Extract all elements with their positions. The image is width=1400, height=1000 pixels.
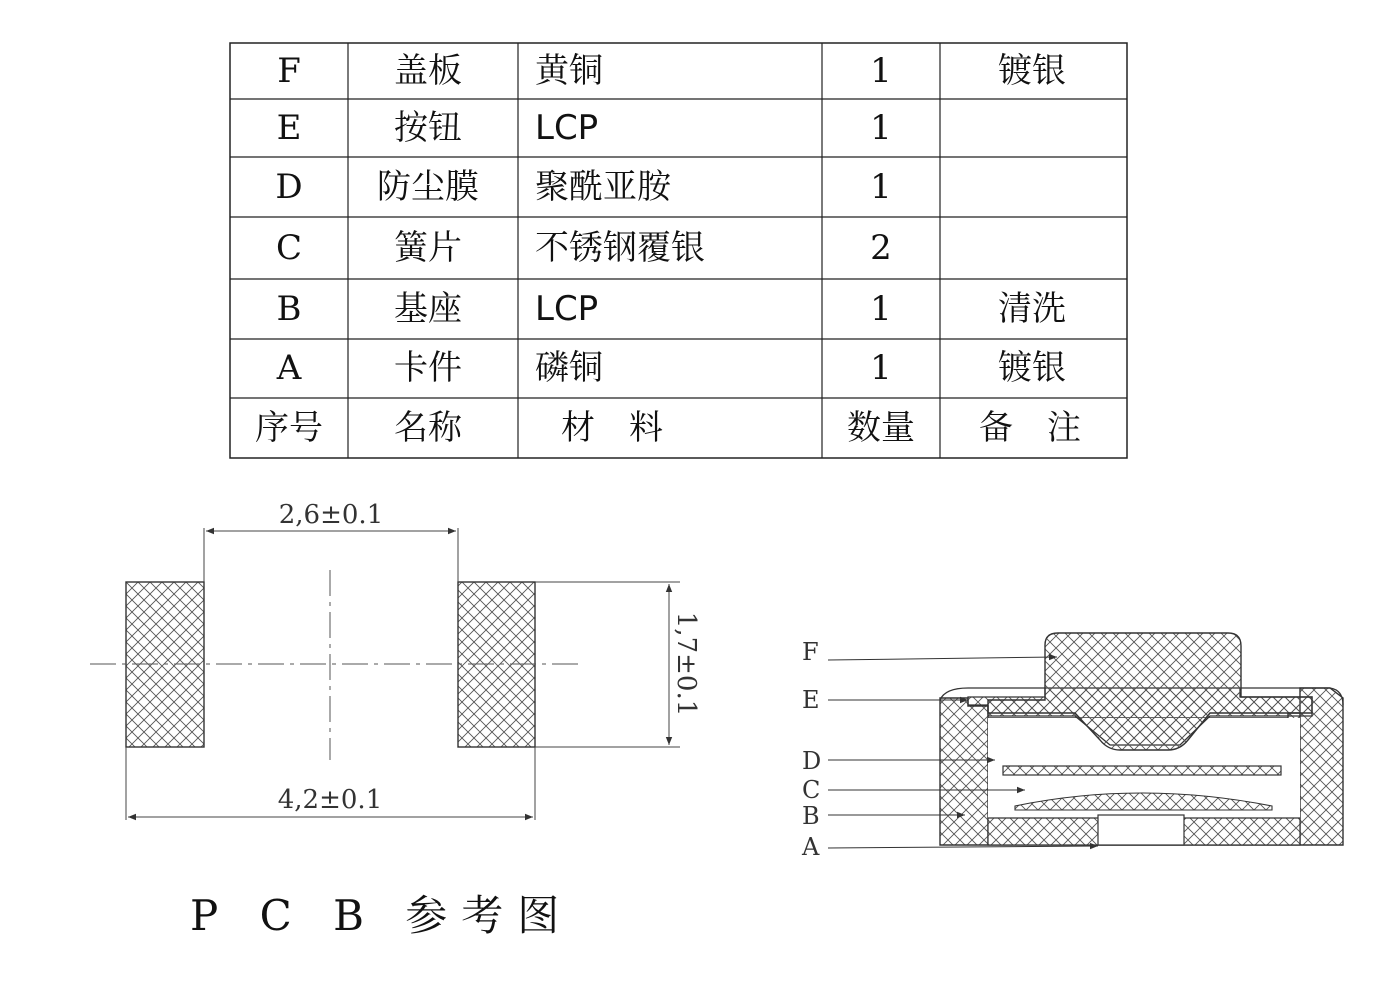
table-cell-name: 防尘膜 bbox=[377, 167, 479, 207]
table-cell-qty: 1 bbox=[870, 51, 892, 91]
dim-label-right: 1,7±0.1 bbox=[671, 611, 701, 717]
table-header-material: 材 料 bbox=[561, 408, 663, 448]
table-cell-id: D bbox=[275, 167, 303, 207]
table-cell-material: LCP bbox=[535, 289, 599, 329]
section-label-a: A bbox=[802, 833, 820, 861]
switch-cross-section bbox=[801, 633, 1343, 861]
pcb-footprint bbox=[90, 500, 701, 940]
part-a-clip bbox=[1098, 815, 1184, 845]
table-cell-name: 按钮 bbox=[394, 108, 462, 148]
table-cell-qty: 1 bbox=[870, 167, 892, 207]
dim-label-top: 2,6±0.1 bbox=[278, 500, 384, 530]
table-cell-qty: 2 bbox=[870, 228, 892, 268]
table-header-id: 序号 bbox=[255, 408, 323, 448]
leader-a bbox=[828, 846, 1098, 848]
table-cell-id: F bbox=[277, 51, 301, 91]
section-label-c: C bbox=[802, 776, 821, 804]
table-cell-name: 基座 bbox=[394, 289, 462, 329]
section-label-e: E bbox=[802, 686, 820, 714]
table-cell-material: 聚酰亚胺 bbox=[535, 167, 671, 207]
table-cell-name: 簧片 bbox=[394, 228, 462, 268]
table-header-qty: 数量 bbox=[847, 408, 915, 448]
table-cell-qty: 1 bbox=[870, 348, 892, 388]
dim-label-bottom: 4,2±0.1 bbox=[277, 785, 383, 815]
table-header-note: 备 注 bbox=[979, 408, 1081, 448]
table-cell-id: C bbox=[275, 228, 303, 268]
table-cell-id: A bbox=[276, 348, 302, 388]
table-header-name: 名称 bbox=[394, 408, 462, 448]
table-cell-id: E bbox=[276, 108, 302, 148]
table-cell-note: 清洗 bbox=[998, 289, 1066, 329]
part-d-film bbox=[1003, 766, 1281, 775]
table-cell-id: B bbox=[276, 289, 302, 329]
table-cell-name: 卡件 bbox=[394, 348, 462, 388]
table-cell-qty: 1 bbox=[870, 108, 892, 148]
table-cell-note: 镀银 bbox=[998, 51, 1066, 91]
section-label-d: D bbox=[802, 747, 822, 775]
table-cell-name: 盖板 bbox=[394, 51, 462, 91]
table-cell-note: 镀银 bbox=[998, 348, 1066, 388]
section-label-f: F bbox=[802, 638, 819, 666]
leader-f bbox=[828, 657, 1057, 660]
table-cell-material: LCP bbox=[535, 108, 599, 148]
table-cell-material: 黄铜 bbox=[535, 51, 603, 91]
section-label-b: B bbox=[802, 802, 820, 830]
pcb-title: P C B 参考图 bbox=[190, 891, 574, 940]
table-cell-material: 不锈钢覆银 bbox=[535, 228, 705, 268]
table-cell-qty: 1 bbox=[870, 289, 892, 329]
parts-table bbox=[230, 43, 1127, 458]
table-cell-material: 磷铜 bbox=[535, 348, 603, 388]
